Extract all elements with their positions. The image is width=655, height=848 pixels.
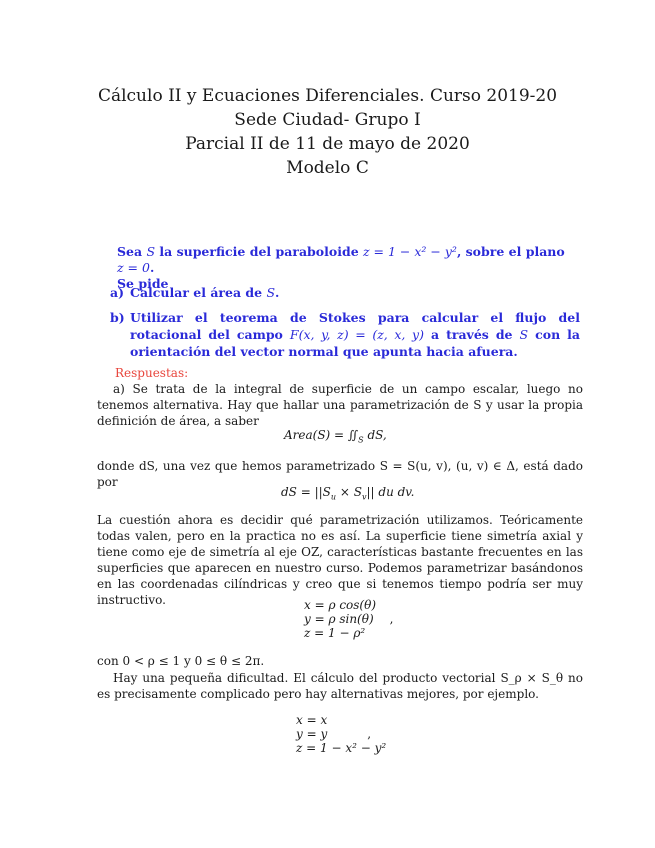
answer-paragraph-1: a) Se trata de la integral de superficie de un campo escalar, luego no tenemos alternativa. Hay que hallar una parametrización de S y usar la propia definición de área, a saber (97, 382, 583, 428)
cylindrical-parametrization (304, 598, 393, 640)
answers-heading: Respuestas: (115, 366, 189, 380)
answer-paragraph-2: donde dS, una vez que hemos parametrizado S = S(u, v), (u, v) ∈ Δ, está dado por (97, 459, 583, 489)
answer-paragraph-5: Hay una pequeña dificultad. El cálculo del producto vectorial S_ρ × S_θ no es precisamente complicado pero hay alternativas mejores, por ejemplo. (97, 671, 583, 701)
param-y: y = ρ sin(θ) , (304, 612, 394, 626)
problem-statement: Sea S la superficie del paraboloide z = 1 − x² − y², sobre el plano z = 0. Se pide (117, 244, 565, 291)
answer-paragraph-3: La cuestión ahora es decidir qué parametrización utilizamos. Teóricamente todas valen, pero en la practica no es así. La superficie tiene simetría axial y tiene como eje de simetría al eje OZ, características bastante frecuentes en las superficies que aparecen en nuestro curso. Podemos parametrizar basándonos en las coordenadas cilíndricas y creo que si tenemos tiempo podría ser muy instructivo. (97, 513, 583, 607)
course-title: Cálculo II y Ecuaciones Diferenciales. Curso 2019-20 (97, 86, 558, 106)
campus-group: Sede Ciudad- Grupo I (234, 110, 421, 130)
cartesian-parametrization (296, 713, 386, 755)
exam-date: Parcial II de 11 de mayo de 2020 (185, 134, 470, 154)
param2-y: y = y , (296, 727, 372, 741)
document-page: Cálculo II y Ecuaciones Diferenciales. Curso 2019-20 Sede Ciudad- Grupo I Parcial II de 11 de mayo de 2020 Modelo C Sea S la superficie del paraboloide z = 1 − x² − y², sobre el plano z = 0. Se pide a) Calcular el área de S. b) Utilizar el teorema de Stokes para calcular el flujo del rotacional del campo F(x, y, z) = (z, x, y) a través de S con la orientación del vector normal que apunta hacia afuera. Respuestas: a) Se trata de la integral de superficie de un campo escalar, luego no tenemos alternativa. Hay que hallar una parametrización de S y usar la propia definición de área, a saber Area(S) = $∬_S$ dS, donde dS, una vez que hemos parametrizado S = S(u, v), (u, v) ∈ Δ, está dado por dS = $||S_u \times S_v||$ du dv. La cuestión ahora es decidir qué parametrización utilizamos. Teóricamente todas valen, pero en la practica no es así. La superficie tiene simetría axial y tiene como eje de simetría al eje OZ, características bastante frecuentes en las superficies que aparecen en nuestro curso. Podemos parametrizar basándonos en las coordenadas cilíndricas y creo que si tenemos tiempo podría ser muy instructivo. x = ρ cos(θ) y = ρ sin(θ) , z = 1 − ρ² con 0 < ρ ≤ 1 y 0 ≤ θ ≤ 2π. Hay una pequeña dificultad. El cálculo del producto vectorial S_ρ × S_θ no es precisamente complicado pero hay alternativas mejores, por ejemplo. x = x y = y , z = 1 − x² − y² (0, 0, 655, 848)
param2-x: x = x (296, 713, 328, 727)
exam-model: Modelo C (286, 158, 369, 178)
param2-z: z = 1 − x² − y² (296, 741, 387, 755)
area-formula: Area(S) = $∬_S$ dS, (284, 428, 387, 445)
problem-request: Se pide (117, 276, 169, 291)
answer-paragraph-4: con 0 < ρ ≤ 1 y 0 ≤ θ ≤ 2π. (97, 654, 265, 668)
param-x: x = ρ cos(θ) (304, 598, 377, 612)
ds-formula: dS = $||S_u \times S_v||$ du dv. (281, 485, 415, 502)
param-z: z = 1 − ρ² (304, 626, 366, 640)
